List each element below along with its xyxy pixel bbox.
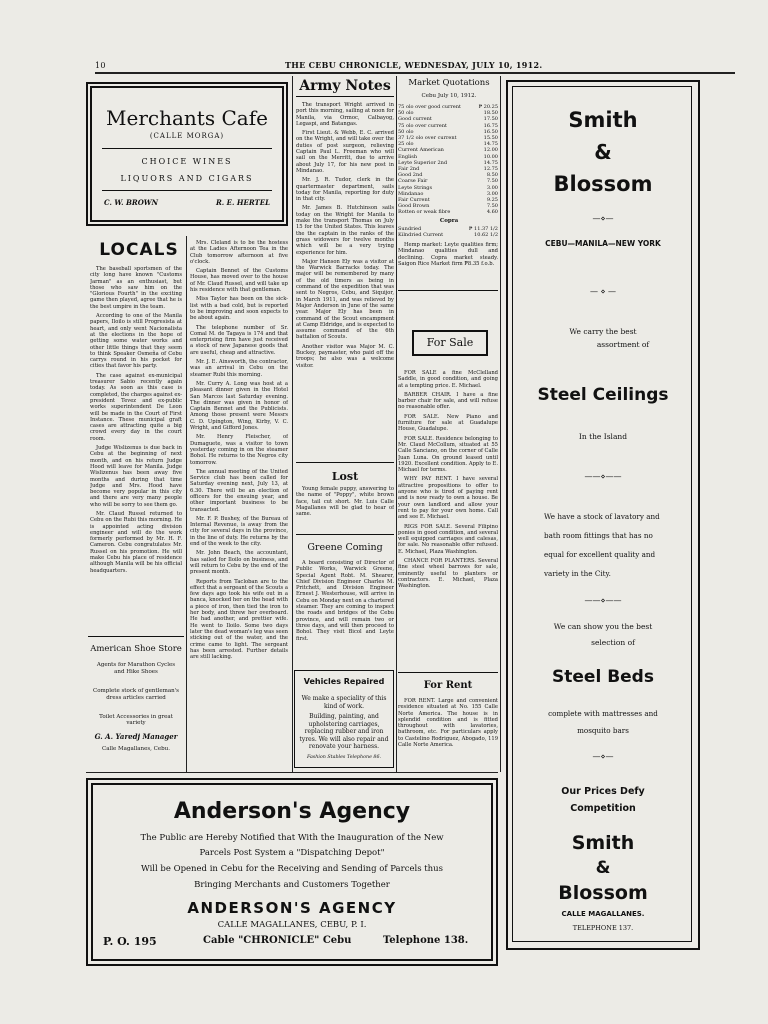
carry-line1: We carry the best bbox=[569, 327, 637, 336]
american-shoe-store-ad bbox=[86, 636, 186, 772]
market-row-value: 10.00 bbox=[483, 153, 498, 160]
cafe-street: (CALLE MORGA) bbox=[149, 132, 225, 140]
locals-paragraph: Mr. J. E. Ainsworth, the contractor, was an arrival in Cebu on the steamer Rubi this morning. bbox=[190, 359, 288, 378]
market-row-value: 12.75 bbox=[483, 166, 498, 173]
in-the-island: In the Island bbox=[578, 432, 628, 441]
market-row-label: Good Brown bbox=[398, 203, 430, 210]
market-row-label: Leyte Superior 2nd bbox=[398, 159, 448, 166]
cafe-line2: LIQUORS AND CIGARS bbox=[120, 174, 254, 183]
market-row-value: 9.25 bbox=[486, 197, 498, 204]
market-row-value: ₱ 11.37 1/2 bbox=[468, 226, 498, 232]
divider bbox=[86, 772, 498, 773]
prices-line2: Competition bbox=[570, 803, 636, 814]
divider bbox=[296, 534, 394, 535]
market-row bbox=[398, 232, 498, 238]
cafe-owner-right: R. E. HERTEL bbox=[215, 198, 270, 207]
lost-body bbox=[296, 486, 394, 532]
divider bbox=[398, 672, 498, 673]
market-row-value: 16.75 bbox=[483, 122, 498, 129]
shoe-store-address: Calle Magallanes, Cebu. bbox=[102, 746, 170, 752]
locals-paragraph: Mr. John Beach, the accountant, has sailed for Iloilo on business, and will return to Cebu by the end of the present month. bbox=[190, 550, 288, 576]
ornament: ——⋄—— bbox=[584, 596, 622, 605]
army-notes-paragraph: First Lieut. & Webb, E. C. arrived on the Wright, and will take over the duties of post surgeon, relieving Captain Paul L. Freeman who will sail on the Merritt, due to arrive about July 17, for his new post in Mindanao. bbox=[296, 130, 394, 174]
market-row-label: Good 2nd bbox=[398, 172, 423, 179]
market-row-value: 3.00 bbox=[486, 184, 498, 191]
column-rule bbox=[292, 76, 293, 772]
market-row-value: ₱ 20.25 bbox=[478, 104, 498, 110]
for-sale-paragraph: FOR SALE. New Piano and furniture for sale at Guadalupe House, Guadalupe. bbox=[398, 413, 498, 433]
shoe-store-line3: Toilet Accessories in great variety bbox=[99, 714, 173, 726]
divider bbox=[102, 148, 272, 149]
greene-body bbox=[296, 560, 394, 666]
for-rent-heading: For Rent bbox=[423, 680, 473, 691]
column-rule bbox=[500, 76, 501, 772]
market-heading: Market Quotations bbox=[408, 78, 490, 88]
blossom-name: Blossom bbox=[553, 172, 653, 196]
ornament: — ⋄ — bbox=[589, 287, 617, 296]
greene-heading: Greene Coming bbox=[307, 542, 383, 553]
market-row-label: Fair Current bbox=[398, 197, 430, 204]
locals-paragraph: Mrs. Cleland is to be the hostess at the Ladies Afternoon Tea in the Club tomorrow afternoon at five o'clock. bbox=[190, 240, 288, 265]
market-row-label: 50 olo bbox=[398, 128, 414, 135]
market-row-label: Good current bbox=[398, 116, 432, 123]
market-row-label: Sundried bbox=[398, 226, 422, 232]
market-row-label: Kilndried Current bbox=[398, 232, 444, 239]
anderson-po: P. O. 195 bbox=[103, 935, 157, 948]
locals-paragraph: The annual meeting of the United Service club has been called for Saturday evening next, July 13, at 6.30. There will be an election of officers for the ensuing year, and other important business to be transacted. bbox=[190, 468, 288, 513]
market-row bbox=[398, 209, 498, 215]
anderson-line1: The Public are Hereby Notified that With the Inauguration of the New bbox=[140, 833, 444, 843]
lost-text: Young female puppy, answering to the name of "Poppy", white brown face, tail cut short. Mr. Luis Calle Magallanes will be glad to hear of same. bbox=[296, 486, 394, 518]
smith-blossom-ad bbox=[506, 80, 700, 950]
market-row-value: 14.75 bbox=[483, 159, 498, 166]
market-row-label: 50 olo bbox=[398, 110, 414, 117]
anderson-line3: Will be Opened in Cebu for the Receiving and Sending of Parcels thus bbox=[140, 864, 443, 874]
market-note-text: Hemp market: Leyte qualities firm; Mindanao qualities dull and declining. Copra market steady. Saigon Rice Market firm ₱8.35 f.o.b. bbox=[398, 242, 498, 267]
for-sale-body bbox=[398, 370, 498, 660]
ornament: ——⋄—— bbox=[584, 472, 622, 481]
locals-paragraph: Reports from Tacloban are to the effect that a sergeant of the Scouts a few days ago took his wife out in a banca, knocked her on the head with a piece of iron, then tied the iron to her body, and threw her overboard. He had another, and prettier wife. He went to Iloilo. Some two days later the dead woman's leg was seen sticking out of the water, and the crime came to light. The sergeant has been arrested. Further details are still lacking. bbox=[190, 578, 288, 661]
for-sale-paragraph: BARBER CHAIR. I have a fine barber chair for sale, and will refuse no reasonable offer. bbox=[398, 391, 498, 411]
vehicles-text1: We make a speciality of this kind of work. bbox=[301, 695, 387, 710]
market-row-value: 7.50 bbox=[486, 203, 498, 210]
market-row-value: 12.00 bbox=[483, 147, 498, 154]
locals-paragraph: The case against ex-municipal treasurer Sabio recently again today. As soon as this case is completed, the charges against ex-president Tevez and ex-public works superintendent De Leon will be made in the Court of First Instance. These municipal graft cases are attracting quite a big crowd every day in the court room. bbox=[90, 372, 182, 442]
market-row-value: 17.50 bbox=[483, 116, 498, 123]
army-notes-paragraph: The transport Wright arrived in port this morning, sailing at noon for Manila, via Ormoc, Calbayog, Legaspi, and Batangas. bbox=[296, 102, 394, 127]
army-notes-paragraph: Major Hanson Ely was a visitor at the Warwick Barracks today. The major will be remembered by many of the old timers as being in command of the expedition that was sent to Negros, Cebu, and Siquijor, in March 1911, and was relieved by Major Anderson in June of the same year. Major Ely has been in command of the Scout encampment at Camp Eldridge, and is expected to assume command of the 6th battalion of Scouts. bbox=[296, 258, 394, 341]
locals-paragraph: According to one of the Manila papers, Iloilo is still Progresista at heart, and only went Nacionalista at the elections in the hope of getting some water works and other little things that they seem to think Speaker Osmeña of Cebu carrys round in his pocket for cities that favor his party. bbox=[90, 313, 182, 370]
army-notes-heading: Army Notes bbox=[296, 78, 394, 97]
copra-heading: Copra bbox=[439, 218, 459, 224]
for-sale-paragraph: WHY PAY RENT. I have several attractive propositions to offer to anyone who is tired of paying rent and is now ready to own a house. Be your own landlord and allow your rent to pay for your own home. Call and see E. Michael. bbox=[398, 476, 498, 521]
steel-beds: Steel Beds bbox=[552, 667, 654, 687]
show-line1: We can show you the best bbox=[553, 622, 653, 631]
lost-heading: Lost bbox=[331, 470, 359, 483]
for-sale-paragraph: CHANCE FOR PLANTERS. Several fine steel wheel barrows for sale, eminently useful to planters or contractors. E. Michael, Plaza Washington. bbox=[398, 558, 498, 590]
locals-paragraph: Miss Taylor has been on the sick-list with a bad cold, but is reported to be improving and soon expects to be about again. bbox=[190, 296, 288, 322]
anderson-cable: Cable "CHRONICLE" Cebu bbox=[203, 935, 352, 946]
locals-paragraph: Mr. Curry A. Long was host at a pleasant dinner given in the Hotel San Marcos last Saturday evening. The dinner was given in honor of Captain Bennet and the Publicists. Among those present were Messrs C. D. Upington, Wing, Kirby, V. C. Wright, and Gifford Jones. bbox=[190, 380, 288, 432]
market-row-value: 4.60 bbox=[486, 209, 498, 216]
show-line2: selection of bbox=[591, 638, 635, 647]
ornament: —⋄— bbox=[592, 214, 614, 223]
mattresses-text: complete with mattresses and mosquito bars bbox=[548, 709, 658, 735]
locals-paragraph: Mr. Henry Fleischer, of Dumaguete, was a visitor to town yesterday coming in on the steamer Bohol. He returns to the Negros city tomorrow. bbox=[190, 434, 288, 466]
carry-line2: assortment of bbox=[596, 340, 650, 349]
market-row-label: Rotten or weak fibre bbox=[398, 209, 451, 216]
locals-paragraph: Captain Bennet of the Customs House, has moved over to the house of Mr. Claud Russel, and will take up his residence with that gentleman. bbox=[190, 268, 288, 294]
greene-text: A board consisting of Director of Public Works, Warwick Greene, Special Agent Robt. M. Shearer, Chief Division Engineer Charles M. Pritchett, and Division Engineer Ernest J. Westerhouse, will arrive in Cebu on Monday next on a chartered steamer. They are coming to inspect the roads and bridges of the Cebu province, and will remain two or three days, and will then proceed to Bohol. They visit Bicol and Leyte first. bbox=[296, 560, 394, 642]
market-date: Cebu July 10, 1912. bbox=[421, 93, 477, 99]
anderson-line4: Bringing Merchants and Customers Together bbox=[194, 880, 390, 890]
anderson-address: CALLE MAGALLANES, CEBU, P. I. bbox=[217, 920, 367, 930]
prices-line1: Our Prices Defy bbox=[561, 786, 645, 797]
masthead-title: THE CEBU CHRONICLE, WEDNESDAY, JULY 10, 1912. bbox=[285, 60, 543, 70]
vehicles-repaired-ad bbox=[294, 670, 394, 768]
vehicles-heading: Vehicles Repaired bbox=[303, 677, 385, 686]
locals-heading: LOCALS bbox=[99, 240, 179, 260]
anderson-phone: Telephone 138. bbox=[383, 935, 469, 946]
market-row-label: Mindanao bbox=[398, 190, 424, 197]
market-row-label: Fair 2nd bbox=[398, 166, 420, 173]
column-rule bbox=[186, 236, 187, 772]
smith-cities: CEBU—MANILA—NEW YORK bbox=[545, 239, 661, 248]
stock-text: We have a stock of lavatory and bath room fittings that has no equal for excellent quality and variety in the City. bbox=[544, 512, 660, 578]
anderson-big: ANDERSON'S AGENCY bbox=[187, 899, 397, 917]
smith-phone: TELEPHONE 137. bbox=[572, 924, 634, 932]
market-table bbox=[398, 104, 498, 216]
column-rule bbox=[396, 76, 397, 772]
divider bbox=[88, 636, 184, 637]
market-note bbox=[398, 242, 498, 282]
market-row-value: 16.50 bbox=[483, 128, 498, 135]
army-notes-paragraph: Mr. James B. Hutchinson sails today on the Wright for Manila to make the transport Thomas on July 15 for the United States. This leaves the the captain in the ranks of the grass widowers for twelve months which will be a very trying experience for him. bbox=[296, 205, 394, 256]
market-row-label: Leyte Strings bbox=[398, 184, 433, 191]
locals-column-2 bbox=[190, 240, 288, 770]
locals-column-1 bbox=[90, 266, 182, 634]
market-row-value: 8.50 bbox=[486, 172, 498, 179]
cafe-line1: CHOICE WINES bbox=[141, 157, 233, 166]
shoe-store-line1: Agents for Marathon Cycles and Hike Shoes bbox=[96, 662, 176, 675]
ampersand: & bbox=[594, 140, 612, 164]
smith-name: Smith bbox=[568, 108, 638, 132]
market-row-label: 37 1/2 olo over current bbox=[398, 135, 457, 142]
market-row-value: 14.75 bbox=[483, 141, 498, 148]
ornament: —⋄— bbox=[592, 752, 614, 761]
divider bbox=[102, 190, 272, 191]
market-row-value: 10.62 1/2 bbox=[474, 232, 498, 239]
locals-paragraph: The baseball sportsmen of the city long have known "Customs Jarman" as an enthusiast, but those who saw him on the "Glorious Fourth" in the exciting game then played, agree that he is the best umpire in the team. bbox=[90, 266, 182, 310]
army-notes-paragraph: Mr. J. R. Tudor, clerk in the quartermaster department, sails today for Manila, reporting for duty in that city. bbox=[296, 177, 394, 203]
for-rent-text: FOR RENT. Large and convenient residence situated at No. 155 Calle Norte America. The house is in splendid condition and is fitted throughout with lavatories, bathroom, etc. For particulars apply to Castelino Rodriguez, Abogado, 119 Calle Norte America. bbox=[398, 698, 498, 749]
ampersand-2: & bbox=[595, 858, 611, 878]
market-row-value: 3.00 bbox=[486, 190, 498, 197]
for-sale-paragraph: FOR SALE. Residence belonging to Mr. Claud McCollum, situated at 55 Calle Sanciano, on the corner of Calle Juan Luna. On ground leased until 1920. Excellent condition. Apply to E. Michael for terms. bbox=[398, 435, 498, 474]
steel-ceilings: Steel Ceilings bbox=[537, 385, 669, 405]
header-rule bbox=[95, 72, 735, 74]
copra-table bbox=[398, 226, 498, 238]
market-row-label: Coarse Fair bbox=[398, 178, 428, 185]
for-sale-paragraph: RIGS FOR SALE. Several Filipino ponies in good condition, and several well equipped carriages and calesas, for sale. No reasonable offer refused. E. Michael, Plaza Washington. bbox=[398, 523, 498, 555]
page-number: 10 bbox=[95, 61, 106, 70]
cafe-owner-left: C. W. BROWN bbox=[104, 198, 159, 207]
anderson-agency-ad bbox=[86, 778, 498, 966]
locals-paragraph: Mr. F. P. Bushey, of the Bureau of Internal Revenue, is away from the city for several days in the province, in the line of duty. He returns by the end of the week to the city. bbox=[190, 515, 288, 548]
shoe-store-heading: American Shoe Store bbox=[90, 644, 182, 654]
divider bbox=[398, 290, 498, 291]
blossom-name-2: Blossom bbox=[558, 882, 648, 904]
locals-paragraph: The telephone number of Sr. Comal M. de Tagaya is 174 and that enterprising firm have just received a stock of new Japanese goods that are useful, cheap and attractive. bbox=[190, 324, 288, 356]
page-header bbox=[95, 58, 543, 72]
market-row-label: 75 olo over current bbox=[398, 122, 447, 129]
for-sale-paragraph: FOR SALE a fine McClelland Saddle, in good condition, and going at a tempting price. E. Michael. bbox=[398, 370, 498, 389]
for-sale-heading: For Sale bbox=[426, 336, 474, 349]
market-row-value: 15.50 bbox=[483, 135, 498, 142]
market-row-value: 18.50 bbox=[483, 110, 498, 117]
market-row-label: English bbox=[398, 153, 418, 160]
cafe-name: Merchants Cafe bbox=[106, 106, 268, 130]
market-row-value: 7.50 bbox=[486, 178, 498, 185]
market-row-label: 25 olo bbox=[398, 141, 414, 148]
merchants-cafe-ad bbox=[86, 82, 288, 226]
vehicles-text2: Building, painting, and upholstering carriages, replacing rubber and iron tyres. We will also repair and renovate your harness. bbox=[299, 713, 389, 750]
vehicles-footer: Fashion Stables Telephone 86. bbox=[306, 755, 382, 760]
army-notes-paragraph: Another visitor was Major M. C. Buckey, paymaster, who paid off the troops; he also was a welcome visitor. bbox=[296, 343, 394, 369]
locals-paragraph: Mr. Claud Russel returned to Cebu on the Rubi this morning. He is appointed acting division engineer and will do the work formerly performed by Mr. H. F. Cameron. Cebu congratulates Mr. Russel on his promotion. He will make Cebu his place of residence although Manila will be his official headquarters. bbox=[90, 510, 182, 574]
shoe-store-manager: G. A. Yaredj Manager bbox=[94, 732, 178, 741]
for-sale-box bbox=[412, 330, 488, 356]
smith-name-2: Smith bbox=[571, 832, 635, 854]
locals-paragraph: Judge Wislizenus is due back in Cebu at the beginning of next month, and on his return Judge Hood will leave for Manila. Judge Wislizenus has been away five months and during that time Judge and Mrs. Hood have become very popular in this city and there are very many people who will be sorry to see them go. bbox=[90, 445, 182, 508]
anderson-title: Anderson's Agency bbox=[173, 799, 411, 824]
army-notes-body bbox=[296, 102, 394, 460]
shoe-store-line2: Complete stock of gentleman's dress articles carried bbox=[93, 688, 179, 701]
for-rent-body bbox=[398, 698, 498, 768]
divider bbox=[296, 462, 394, 463]
market-row-label: Current American bbox=[398, 147, 444, 154]
market-row-label: 75 olo over good current bbox=[398, 104, 461, 110]
anderson-line2: Parcels Post System a "Dispatching Depot" bbox=[199, 848, 385, 858]
smith-street: CALLE MAGALLANES. bbox=[561, 910, 645, 918]
